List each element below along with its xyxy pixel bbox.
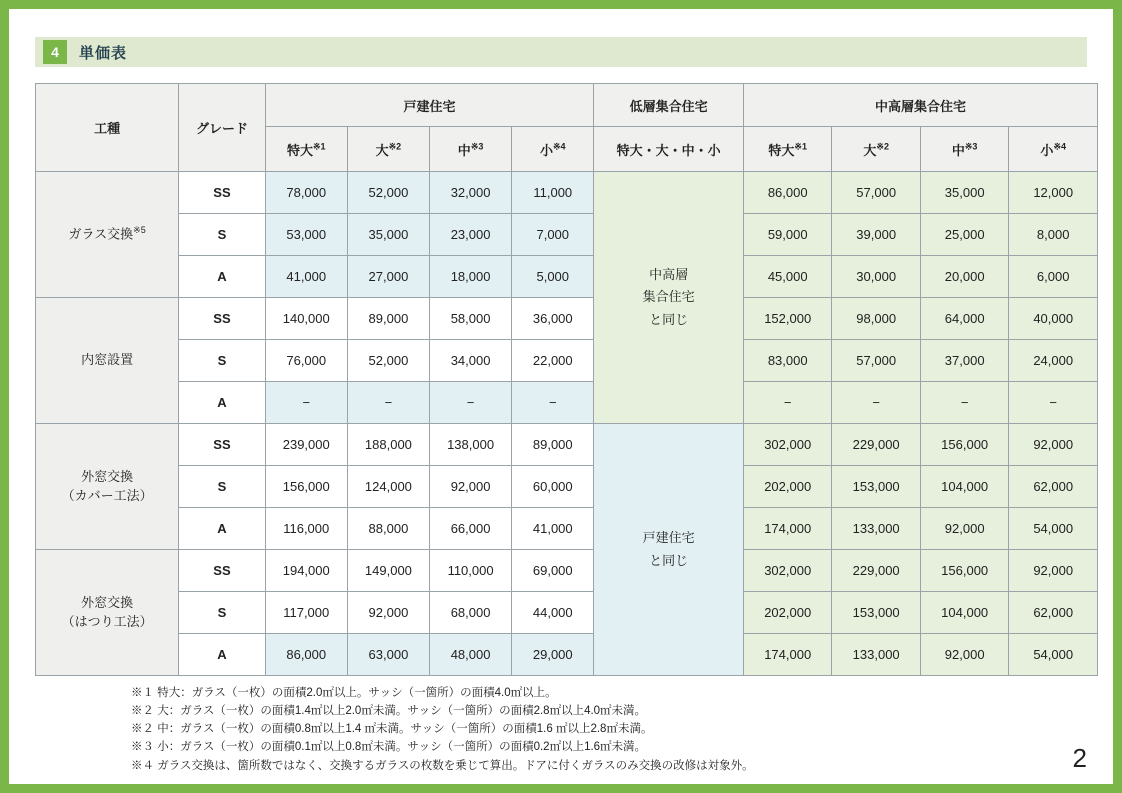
price-cell: 88,000	[347, 508, 429, 550]
price-cell: 104,000	[920, 592, 1008, 634]
rowhead-label: 外窓交換	[81, 468, 134, 484]
price-cell: 68,000	[430, 592, 512, 634]
price-cell: 104,000	[920, 466, 1008, 508]
price-cell: 62,000	[1009, 592, 1098, 634]
price-cell: 92,000	[1009, 424, 1098, 466]
grade-cell: SS	[179, 172, 265, 214]
price-cell: 57,000	[832, 172, 920, 214]
footnote-item: ※３ 小：ガラス（一枚）の面積0.1㎡以上0.8㎡未満。サッシ（一箇所）の面積0.2㎡以上1.6㎡未満。	[131, 741, 647, 754]
price-cell: 133,000	[832, 508, 920, 550]
price-cell: 140,000	[265, 298, 347, 340]
price-cell: 11,000	[512, 172, 594, 214]
price-cell: 156,000	[920, 424, 1008, 466]
note-ref-1-mid: ※1	[794, 141, 807, 152]
price-cell: 194,000	[265, 550, 347, 592]
merged-note-glass-low-rise	[594, 172, 744, 424]
price-cell: 83,000	[743, 340, 831, 382]
price-cell: 69,000	[512, 550, 594, 592]
table-row	[36, 340, 1098, 382]
table-row	[36, 592, 1098, 634]
footnote-item: ※４ ガラス交換は、箇所数ではなく、交換するガラスの枚数を乗じて算出。ドアに付くガラスのみ交換の改修は対象外。	[131, 759, 754, 772]
header-detached-s	[512, 127, 594, 172]
price-cell: 92,000	[920, 508, 1008, 550]
price-cell: 52,000	[347, 172, 429, 214]
table-row	[36, 508, 1098, 550]
price-cell: −	[265, 382, 347, 424]
price-cell: −	[920, 382, 1008, 424]
price-cell: 202,000	[743, 592, 831, 634]
price-cell: −	[430, 382, 512, 424]
footnote-item: ※１ 特大：ガラス（一枚）の面積2.0㎡以上。サッシ（一箇所）の面積4.0㎡以上。	[131, 687, 557, 699]
header-mid-m	[920, 127, 1008, 172]
merged-note-line1: 戸建住宅	[642, 530, 695, 546]
header-low-all-sizes: 特大・大・中・小	[594, 127, 744, 172]
price-cell: 92,000	[430, 466, 512, 508]
rowhead-label-line2: （はつり工法）	[61, 613, 153, 629]
header-grade: グレード	[179, 84, 265, 172]
section-header	[35, 37, 1087, 67]
rowhead-label: ガラス交換	[68, 226, 134, 242]
price-cell: 63,000	[347, 634, 429, 676]
price-cell: 7,000	[512, 214, 594, 256]
header-mid-xl	[743, 127, 831, 172]
price-cell: 36,000	[512, 298, 594, 340]
label-size-xl-mid: 特大	[768, 142, 795, 158]
price-cell: 34,000	[430, 340, 512, 382]
grade-cell: A	[179, 508, 265, 550]
price-cell: 5,000	[512, 256, 594, 298]
note-ref-2: ※2	[388, 141, 402, 152]
price-cell: 29,000	[512, 634, 594, 676]
header-detached-m	[430, 127, 512, 172]
footnotes	[131, 684, 1087, 775]
price-cell: 24,000	[1009, 340, 1098, 382]
table-row	[36, 256, 1098, 298]
note-ref-5: ※5	[133, 225, 146, 236]
footnote-item: ※２ 中：ガラス（一枚）の面積0.8㎡以上1.4 ㎡未満。サッシ（一箇所）の面積1.6 ㎡以上2.8㎡未満。	[131, 723, 653, 736]
price-cell: 153,000	[832, 592, 920, 634]
price-cell: 86,000	[265, 634, 347, 676]
price-cell: 302,000	[743, 550, 831, 592]
grade-cell: SS	[179, 298, 265, 340]
price-cell: 78,000	[265, 172, 347, 214]
rowhead-outer-window-cover	[36, 424, 179, 550]
price-cell: 41,000	[512, 508, 594, 550]
merged-note-line2: 集合住宅	[642, 289, 695, 305]
price-cell: 62,000	[1009, 466, 1098, 508]
price-cell: 23,000	[430, 214, 512, 256]
header-group-detached: 戸建住宅	[265, 84, 594, 127]
price-cell: 66,000	[430, 508, 512, 550]
price-cell: 138,000	[430, 424, 512, 466]
price-cell: 44,000	[512, 592, 594, 634]
price-cell: 30,000	[832, 256, 920, 298]
page-number: 2	[1072, 743, 1087, 773]
price-cell: 110,000	[430, 550, 512, 592]
header-group-low-rise: 低層集合住宅	[594, 84, 744, 127]
table-row	[36, 298, 1098, 340]
merged-note-window-low-rise	[594, 424, 744, 676]
price-cell: 12,000	[1009, 172, 1098, 214]
price-cell: 188,000	[347, 424, 429, 466]
header-mid-l	[832, 127, 920, 172]
note-ref-4: ※4	[553, 141, 566, 152]
price-cell: 20,000	[920, 256, 1008, 298]
merged-note-line3: と同じ	[649, 311, 689, 327]
rowhead-outer-window-demolition	[36, 550, 179, 676]
price-cell: 35,000	[920, 172, 1008, 214]
price-cell: 18,000	[430, 256, 512, 298]
page-content	[9, 9, 1113, 784]
price-cell: 89,000	[347, 298, 429, 340]
grade-cell: S	[179, 214, 265, 256]
label-size-s-mid: 小	[1040, 142, 1054, 158]
price-cell: 149,000	[347, 550, 429, 592]
price-cell: 32,000	[430, 172, 512, 214]
price-cell: 133,000	[832, 634, 920, 676]
table-row	[36, 466, 1098, 508]
header-mid-s	[1009, 127, 1098, 172]
price-cell: 174,000	[743, 508, 831, 550]
price-cell: 92,000	[1009, 550, 1098, 592]
grade-cell: A	[179, 256, 265, 298]
section-title: 単価表	[79, 44, 128, 62]
price-cell: 76,000	[265, 340, 347, 382]
rowhead-label: 外窓交換	[81, 594, 134, 610]
price-cell: 174,000	[743, 634, 831, 676]
price-cell: 54,000	[1009, 508, 1098, 550]
price-cell: 92,000	[347, 592, 429, 634]
price-cell: 156,000	[265, 466, 347, 508]
label-size-m-mid: 中	[951, 142, 965, 158]
merged-note-line1: 中高層	[649, 267, 689, 283]
label-size-m: 中	[457, 142, 471, 158]
price-cell: 57,000	[832, 340, 920, 382]
price-cell: 92,000	[920, 634, 1008, 676]
merged-note-line2: と同じ	[649, 552, 689, 568]
rowhead-inner-window	[36, 298, 179, 424]
price-cell: 54,000	[1009, 634, 1098, 676]
label-size-s: 小	[539, 142, 553, 158]
price-cell: 27,000	[347, 256, 429, 298]
price-cell: 53,000	[265, 214, 347, 256]
price-cell: 156,000	[920, 550, 1008, 592]
price-cell: 124,000	[347, 466, 429, 508]
price-cell: 202,000	[743, 466, 831, 508]
note-ref-3: ※3	[470, 141, 484, 152]
label-size-l: 大	[375, 142, 389, 158]
grade-cell: S	[179, 592, 265, 634]
price-cell: 37,000	[920, 340, 1008, 382]
rowhead-label-line2: （カバー工法）	[61, 487, 153, 503]
price-cell: 117,000	[265, 592, 347, 634]
price-cell: 89,000	[512, 424, 594, 466]
grade-cell: S	[179, 466, 265, 508]
price-cell: 239,000	[265, 424, 347, 466]
section-number: 4	[43, 40, 67, 64]
rowhead-label: 内窓設置	[81, 352, 134, 368]
label-size-l-mid: 大	[863, 142, 877, 158]
price-cell: 41,000	[265, 256, 347, 298]
price-cell: 59,000	[743, 214, 831, 256]
price-cell: 60,000	[512, 466, 594, 508]
unit-price-table	[35, 83, 1098, 676]
footnote-item: ※２ 大：ガラス（一枚）の面積1.4㎡以上2.0㎡未満。サッシ（一箇所）の面積2.8㎡以上4.0㎡未満。	[131, 705, 647, 718]
price-cell: −	[832, 382, 920, 424]
price-cell: 6,000	[1009, 256, 1098, 298]
table-row	[36, 172, 1098, 214]
price-cell: 229,000	[832, 550, 920, 592]
header-detached-l	[347, 127, 429, 172]
table-row	[36, 424, 1098, 466]
price-cell: 35,000	[347, 214, 429, 256]
price-cell: 86,000	[743, 172, 831, 214]
price-cell: −	[1009, 382, 1098, 424]
grade-cell: SS	[179, 550, 265, 592]
table-row	[36, 634, 1098, 676]
price-cell: 48,000	[430, 634, 512, 676]
price-cell: 302,000	[743, 424, 831, 466]
grade-cell: SS	[179, 424, 265, 466]
price-cell: 116,000	[265, 508, 347, 550]
price-cell: 45,000	[743, 256, 831, 298]
rowhead-glass-replacement	[36, 172, 179, 298]
price-cell: 64,000	[920, 298, 1008, 340]
table-row	[36, 382, 1098, 424]
grade-cell: S	[179, 340, 265, 382]
label-size-xl: 特大	[286, 142, 313, 158]
price-cell: 153,000	[832, 466, 920, 508]
price-cell: −	[347, 382, 429, 424]
price-cell: 8,000	[1009, 214, 1098, 256]
price-cell: −	[512, 382, 594, 424]
header-group-mid-rise: 中高層集合住宅	[743, 84, 1097, 127]
price-cell: −	[743, 382, 831, 424]
price-cell: 152,000	[743, 298, 831, 340]
price-cell: 22,000	[512, 340, 594, 382]
price-cell: 25,000	[920, 214, 1008, 256]
price-cell: 40,000	[1009, 298, 1098, 340]
price-cell: 39,000	[832, 214, 920, 256]
note-ref-3-mid: ※3	[964, 141, 978, 152]
grade-cell: A	[179, 382, 265, 424]
header-detached-xl	[265, 127, 347, 172]
table-row	[36, 214, 1098, 256]
price-cell: 58,000	[430, 298, 512, 340]
header-kousyu: 工種	[36, 84, 179, 172]
price-cell: 98,000	[832, 298, 920, 340]
price-cell: 229,000	[832, 424, 920, 466]
note-ref-1: ※1	[312, 141, 326, 152]
price-cell: 52,000	[347, 340, 429, 382]
note-ref-2-mid: ※2	[876, 141, 889, 152]
note-ref-4-mid: ※4	[1053, 141, 1066, 152]
grade-cell: A	[179, 634, 265, 676]
table-row	[36, 550, 1098, 592]
